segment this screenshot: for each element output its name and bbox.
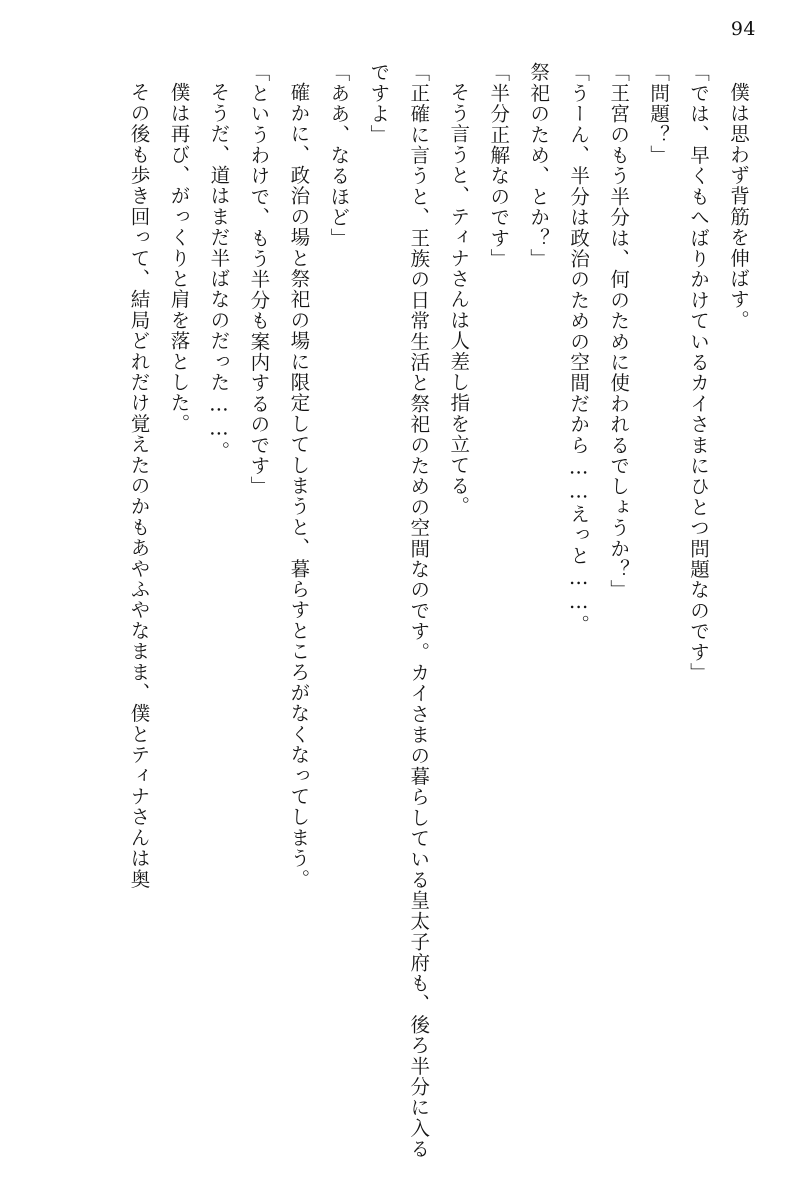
page-number: 94 [730,18,756,40]
paragraph: そうだ、道はまだ半ばなのだった……。 [207,81,231,462]
paragraph: その後も歩き回って、結局どれだけ覚えたのかもあやふやなまま、僕とティナさんは奥 [127,81,151,889]
paragraph: 「半分正解なのです」 [487,62,511,269]
paragraph: 祭祀のため、とか？」 [527,62,551,269]
paragraph: そう言うと、ティナさんは人差し指を立てる。 [447,81,471,517]
paragraph: 「正確に言うと、王族の日常生活と祭祀のための空間なのです。カイさまの暮らしている皇太子府も、後ろ半分に入るですよ」 [367,62,431,1160]
paragraph: 確かに、政治の場と祭祀の場に限定してしまうと、暮らすところがなくなってしまう。 [287,81,311,889]
paragraph: 「王宮のもう半分は、何のために使われるでしょうか？」 [607,62,631,601]
paragraph: 僕は再び、がっくりと肩を落とした。 [167,81,191,434]
vertical-body-text [40,62,758,1176]
paragraph: 「では、早くもへばりかけているカイさまにひとつ問題なのです」 [687,62,711,683]
paragraph: 「ああ、なるほど」 [327,62,351,249]
paragraph: 「うーん、半分は政治のための空間だから……えっと……。 [567,62,591,635]
paragraph: 「というわけで、もう半分も案内するのです」 [247,62,271,497]
paragraph: 「問題？」 [647,62,671,166]
paragraph: 僕は思わず背筋を伸ばす。 [727,81,750,330]
